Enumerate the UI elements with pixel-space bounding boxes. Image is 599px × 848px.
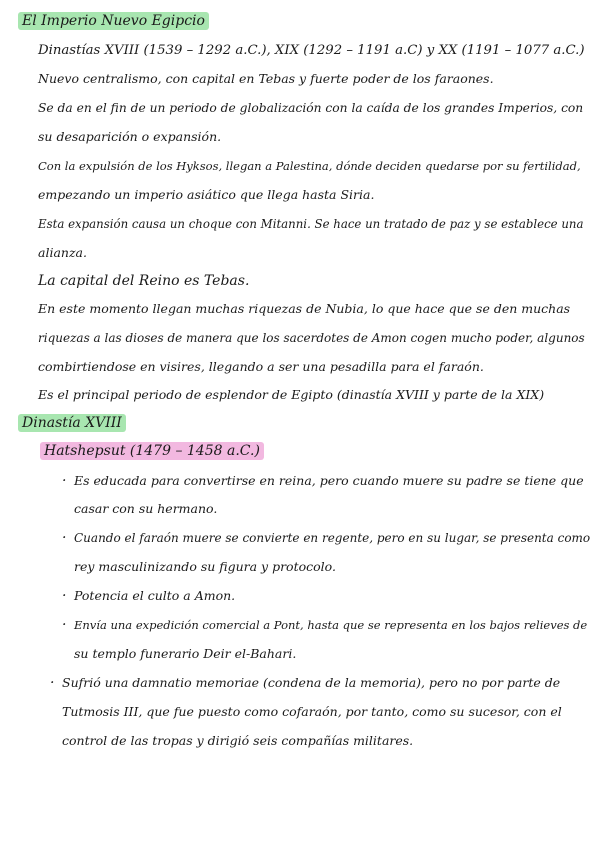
bullet-line: Potencia el culto a Amon. xyxy=(74,588,236,603)
bullet-line: Envía una expedición comercial a Pont, hasta que se representa en los bajos relieves de xyxy=(74,618,588,632)
title-text: El Imperio Nuevo Egipcio xyxy=(18,12,209,30)
bullet-line: Sufrió una damnatio memoriae (condena de la memoria), pero no por parte de xyxy=(62,675,561,690)
intro-line: Se da en el fin de un periodo de globalización con la caída de los grandes Imperios, con xyxy=(38,101,584,115)
section-text: Dinastía XVIII xyxy=(18,414,126,432)
bullet-line: Es educada para convertirse en reina, pero cuando muere su padre se tiene que xyxy=(74,473,584,488)
intro-line: empezando un imperio asiático que llega hasta Siria. xyxy=(38,187,375,202)
bullet-dot: · xyxy=(62,588,67,604)
bullet-dot: · xyxy=(62,473,67,489)
subsection-text: Hatshepsut (1479 – 1458 a.C.) xyxy=(40,442,264,460)
bullet-line: Cuando el faraón muere se convierte en regente, pero en su lugar, se presenta como xyxy=(74,531,591,545)
bullet-line: rey masculinizando su figura y protocolo. xyxy=(74,559,336,574)
intro-line: En este momento llegan muchas riquezas de Nubia, lo que hace que se den muchas xyxy=(38,301,571,316)
page-title xyxy=(18,12,209,30)
intro-line: Es el principal periodo de esplendor de Egipto (dinastía XVIII y parte de la XIX) xyxy=(38,387,545,402)
section-heading xyxy=(18,414,126,432)
subsection-heading xyxy=(40,442,264,460)
intro-line: su desaparición o expansión. xyxy=(38,129,222,144)
intro-line: riquezas a las dioses de manera que los sacerdotes de Amon cogen mucho poder, algunos xyxy=(38,331,585,345)
bullet-dot: · xyxy=(62,617,67,633)
bullet-line: casar con su hermano. xyxy=(74,501,218,516)
intro-line: La capital del Reino es Tebas. xyxy=(38,273,250,289)
intro-line: Con la expulsión de los Hyksos, llegan a Palestina, dónde deciden quedarse por su fertilidad, xyxy=(38,159,581,173)
bullet-dot: · xyxy=(62,530,67,546)
intro-line: alianza. xyxy=(38,245,87,260)
bullet-line: control de las tropas y dirigió seis compañías militares. xyxy=(62,733,414,748)
bullet-line: su templo funerario Deir el-Bahari. xyxy=(74,646,297,661)
intro-line: combirtiendose en visires, llegando a ser una pesadilla para el faraón. xyxy=(38,359,484,374)
intro-line: Dinastías XVIII (1539 – 1292 a.C.), XIX (1292 – 1191 a.C) y XX (1191 – 1077 a.C.) xyxy=(38,43,585,58)
bullet-line: Tutmosis III, que fue puesto como cofaraón, por tanto, como su sucesor, con el xyxy=(62,704,562,719)
bullet-dot: · xyxy=(50,675,55,691)
intro-line: Esta expansión causa un choque con Mitanni. Se hace un tratado de paz y se establece una xyxy=(38,217,584,231)
intro-line: Nuevo centralismo, con capital en Tebas y fuerte poder de los faraones. xyxy=(38,71,494,86)
